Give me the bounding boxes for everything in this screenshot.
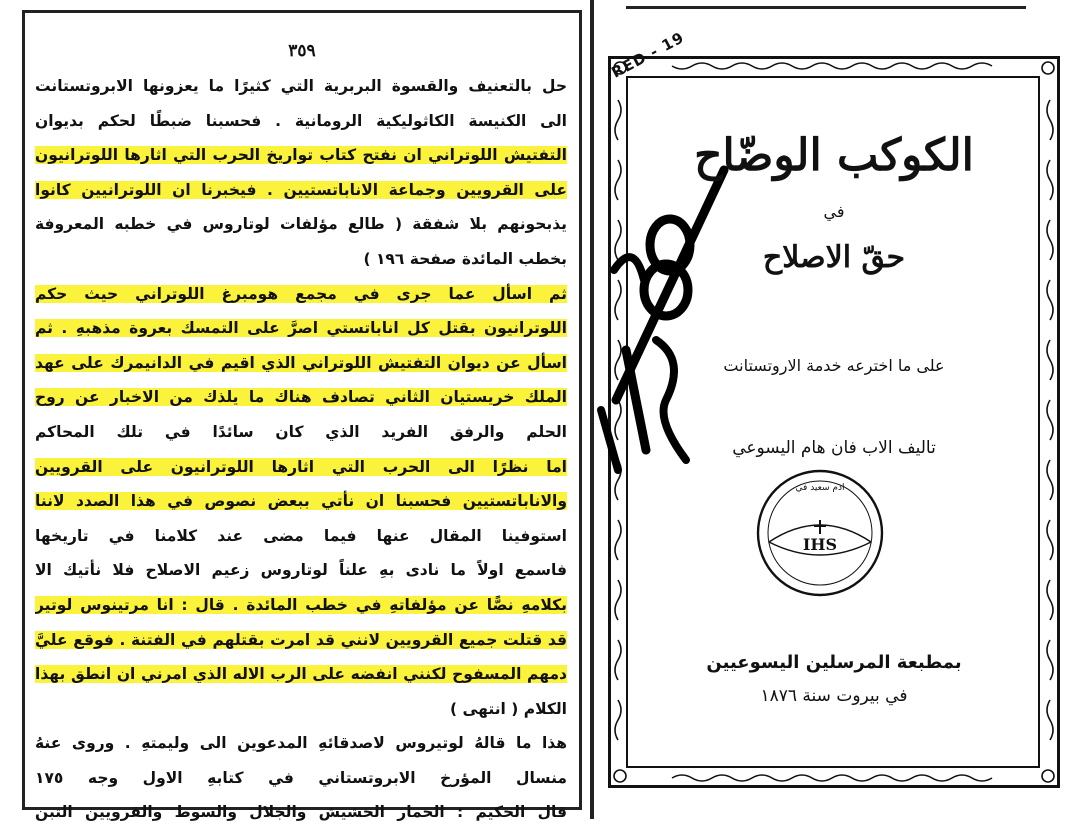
highlighted-text: ثم اسأل عما جرى في مجمع هومبرغ اللوتراني حيث حكم	[35, 284, 567, 303]
line-text: يذبحونهم بلا شفقة ( طالع مؤلفات لوتاروس في خطبه المعروفة	[35, 215, 567, 234]
highlighted-text: دمهم المسفوح لكنني انفضه على الرب الاله الذي امرني ان انطق بهذا	[35, 665, 567, 684]
text-line	[35, 761, 567, 796]
text-line	[35, 553, 567, 588]
body-text	[35, 69, 567, 830]
text-line	[35, 726, 567, 761]
book-subtitle: على ما اخترعه خدمة الاروتستانت	[723, 356, 945, 375]
highlighted-text: والاناباتستيين فحسبنا ان نأتي ببعض نصوص في هذا الصدد لاننا	[35, 492, 567, 511]
highlighted-text: بكلامهِ نصًّا عن مؤلفاتهِ في خطب المائدة . قال : انا مرتينوس لوتير	[35, 595, 567, 614]
publisher: بمطبعة المرسلين اليسوعيين	[706, 652, 962, 673]
line-text: قال الحكيم : الحمار الحشيش والجلال والسوط والقرويين التبن	[35, 803, 567, 822]
text-line	[35, 138, 567, 173]
page-number: ٣٥٩	[288, 41, 316, 61]
text-line	[35, 104, 567, 139]
title-connector: في	[823, 202, 845, 221]
library-stamp: RED - 19	[608, 28, 688, 82]
text-line	[35, 588, 567, 623]
top-ink-line	[626, 6, 1026, 9]
line-text: الى الكنيسة الكاثوليكية الرومانية . فحسبنا ضبطًا لحكم بديوان	[35, 111, 567, 130]
highlighted-text: قد قتلت جميع القرويين لانني قد امرت بقتلهم في الفتنة . فوقع عليَّ	[35, 630, 567, 649]
line-text: بخطب المائدة صفحة ١٩٦ )	[363, 249, 567, 268]
text-line	[35, 415, 567, 450]
highlighted-text: التفتيش اللوتراني ان نفتح كتاب تواريخ الحرب التي اثارها اللوترانيون	[35, 146, 567, 165]
place-year: في بيروت سنة ١٨٧٦	[760, 686, 908, 706]
text-line	[35, 484, 567, 519]
page-gutter	[590, 0, 594, 819]
seal-monogram: IHS	[802, 535, 838, 554]
highlighted-text: اسأل عن ديوان التفتيش اللوتراني الذي اقيم في الدانيمرك على عهد	[35, 353, 567, 372]
highlighted-text: الملك خريستيان الثاني تصادف هناك ما يلذك من الاخبار عن روح	[35, 388, 567, 407]
line-text: حل بالتعنيف والقسوة البربرية التي كثيرًا ما يعزونها الابروتستانت	[35, 77, 567, 95]
text-line	[35, 173, 567, 208]
text-line	[35, 207, 567, 242]
right-page	[596, 0, 1080, 819]
left-page	[22, 10, 582, 822]
text-line	[35, 346, 567, 381]
text-line	[35, 795, 567, 830]
book-author: تاليف الاب فان هام اليسوعي	[732, 438, 936, 458]
text-line	[35, 380, 567, 415]
line-text: استوفينا المقال عنها فيما مضى عند كلامنا في تاريخها	[35, 526, 567, 545]
text-line	[35, 657, 567, 692]
text-line	[35, 277, 567, 312]
handwritten-library-mark	[596, 150, 736, 480]
highlighted-text: على القرويين وجماعة الاناباتستيين . فيخبرنا ان اللوترانيين كانوا	[35, 180, 567, 199]
text-line	[35, 450, 567, 485]
text-line	[35, 519, 567, 554]
text-line	[35, 311, 567, 346]
line-text: الكلام ( انتهى )	[449, 699, 567, 718]
seal-emblem	[747, 460, 893, 606]
seal-ring-text: ادم سعيد في	[795, 483, 845, 493]
text-line	[35, 623, 567, 658]
highlighted-text: اللوترانيون بقتل كل اناباتستي اصرَّ على التمسك بعروة مذهبهِ . ثم	[35, 319, 567, 338]
text-line	[35, 692, 567, 727]
text-line	[35, 242, 567, 277]
text-line	[35, 69, 567, 104]
line-text: الحلم والرفق الفريد الذي كان سائدًا في تلك المحاكم	[35, 422, 567, 441]
line-text: منسال المؤرخ الابروتستاني في كتابهِ الاول وجه ١٧٥	[35, 768, 567, 787]
book-title: الكوكب الوضّاح	[694, 130, 974, 181]
book-title-line2: حقّ الاصلاح	[762, 240, 906, 275]
line-text: هذا ما قالهُ لوتيروس لاصدقائهِ المدعوين الى وليمتهِ . وروى عنهُ	[35, 734, 567, 753]
highlighted-text: اما نظرًا الى الحرب التي اثارها اللوترانيون على القرويين	[35, 457, 567, 476]
line-text: فاسمع اولاً ما نادى بهِ علناً لوتاروس زعيم الاصلاح فلا نأتيك الا	[35, 561, 567, 580]
